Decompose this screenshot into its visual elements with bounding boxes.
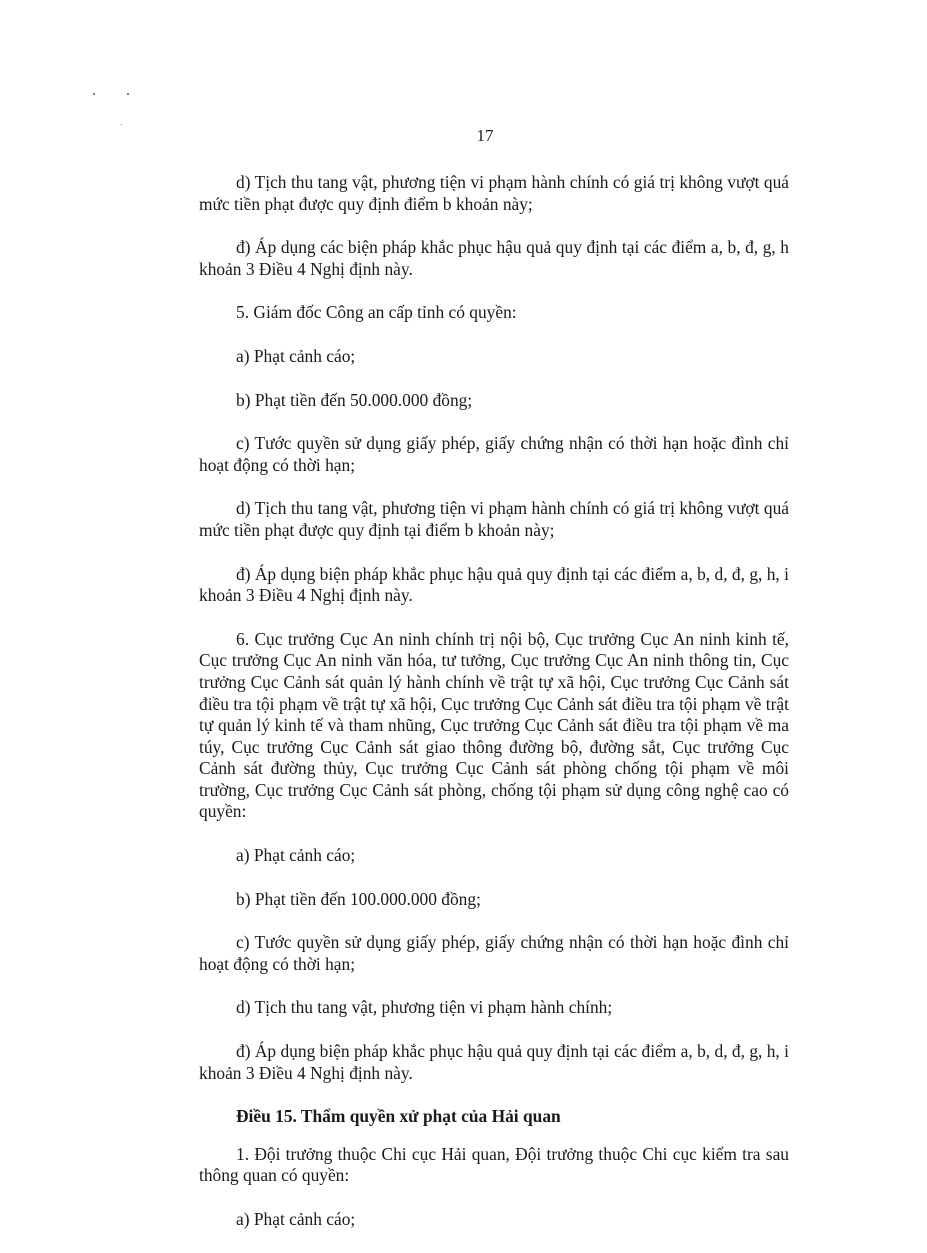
document-body [199, 172, 789, 1253]
article-15-heading: Điều 15. Thẩm quyền xử phạt của Hải quan [236, 1106, 561, 1127]
scan-speck [93, 93, 95, 95]
paragraph-15-1-customs-team-leader: 1. Đội trưởng thuộc Chi cục Hải quan, Đội trưởng thuộc Chi cục kiểm tra sau thông quan có quyền: [199, 1143, 789, 1186]
paragraph-6d-confiscation: d) Tịch thu tang vật, phương tiện vi phạm hành chính; [236, 997, 613, 1018]
paragraph-6a-warning: a) Phạt cảnh cáo; [236, 845, 356, 866]
scan-speck [121, 124, 122, 125]
scan-speck [127, 93, 129, 95]
paragraph-6-department-directors: 6. Cục trưởng Cục An ninh chính trị nội bộ, Cục trưởng Cục An ninh kinh tế, Cục trưởng Cục An ninh văn hóa, tư tưởng, Cục trưởng Cục An ninh thông tin, Cục trưởng Cục Cảnh sát quản lý hành chính về trật tự xã hội, Cục trưởng Cục Cảnh sát điều tra tội phạm về trật tự xã hội, Cục trưởng Cục Cảnh sát điều tra tội phạm về trật tự quản lý kinh tế và tham nhũng, Cục trưởng Cục Cảnh sát điều tra tội phạm về ma túy, Cục trưởng Cục Cảnh sát giao thông đường bộ, đường sắt, Cục trưởng Cục Cảnh sát đường thủy, Cục trưởng Cục Cảnh sát phòng chống tội phạm về môi trường, Cục trưởng Cục Cảnh sát phòng, chống tội phạm sử dụng công nghệ cao có quyền: [199, 628, 789, 822]
paragraph-5b-fine: b) Phạt tiền đến 50.000.000 đồng; [236, 389, 473, 410]
paragraph-5d-confiscation: d) Tịch thu tang vật, phương tiện vi phạm hành chính có giá trị không vượt quá mức tiền phạt được quy định tại điểm b khoản này; [199, 498, 789, 540]
paragraph-6b-fine: b) Phạt tiền đến 100.000.000 đồng; [236, 888, 481, 909]
paragraph-5dd-remedial-measures: đ) Áp dụng biện pháp khắc phục hậu quả quy định tại các điểm a, b, d, đ, g, h, i khoản 3 Điều 4 Nghị định này. [199, 563, 789, 606]
paragraph-5-provincial-police-director: 5. Giám đốc Công an cấp tỉnh có quyền: [236, 302, 517, 323]
paragraph-6dd-remedial-measures: đ) Áp dụng biện pháp khắc phục hậu quả quy định tại các điểm a, b, d, đ, g, h, i khoản 3 Điều 4 Nghị định này. [199, 1041, 789, 1083]
paragraph-4dd-remedial-measures: đ) Áp dụng các biện pháp khắc phục hậu quả quy định tại các điểm a, b, đ, g, h khoản 3 Điều 4 Nghị định này. [199, 237, 789, 279]
paragraph-4d-confiscation: d) Tịch thu tang vật, phương tiện vi phạm hành chính có giá trị không vượt quá mức tiền phạt được quy định điểm b khoản này; [199, 172, 789, 214]
page-number: 17 [476, 126, 494, 145]
paragraph-5a-warning: a) Phạt cảnh cáo; [236, 345, 356, 366]
paragraph-5c-license-revocation: c) Tước quyền sử dụng giấy phép, giấy chứng nhận có thời hạn hoặc đình chỉ hoạt động có thời hạn; [199, 433, 789, 475]
paragraph-15-1a-warning: a) Phạt cảnh cáo; [236, 1209, 356, 1229]
paragraph-6c-license-revocation: c) Tước quyền sử dụng giấy phép, giấy chứng nhận có thời hạn hoặc đình chỉ hoạt động có thời hạn; [199, 932, 789, 974]
